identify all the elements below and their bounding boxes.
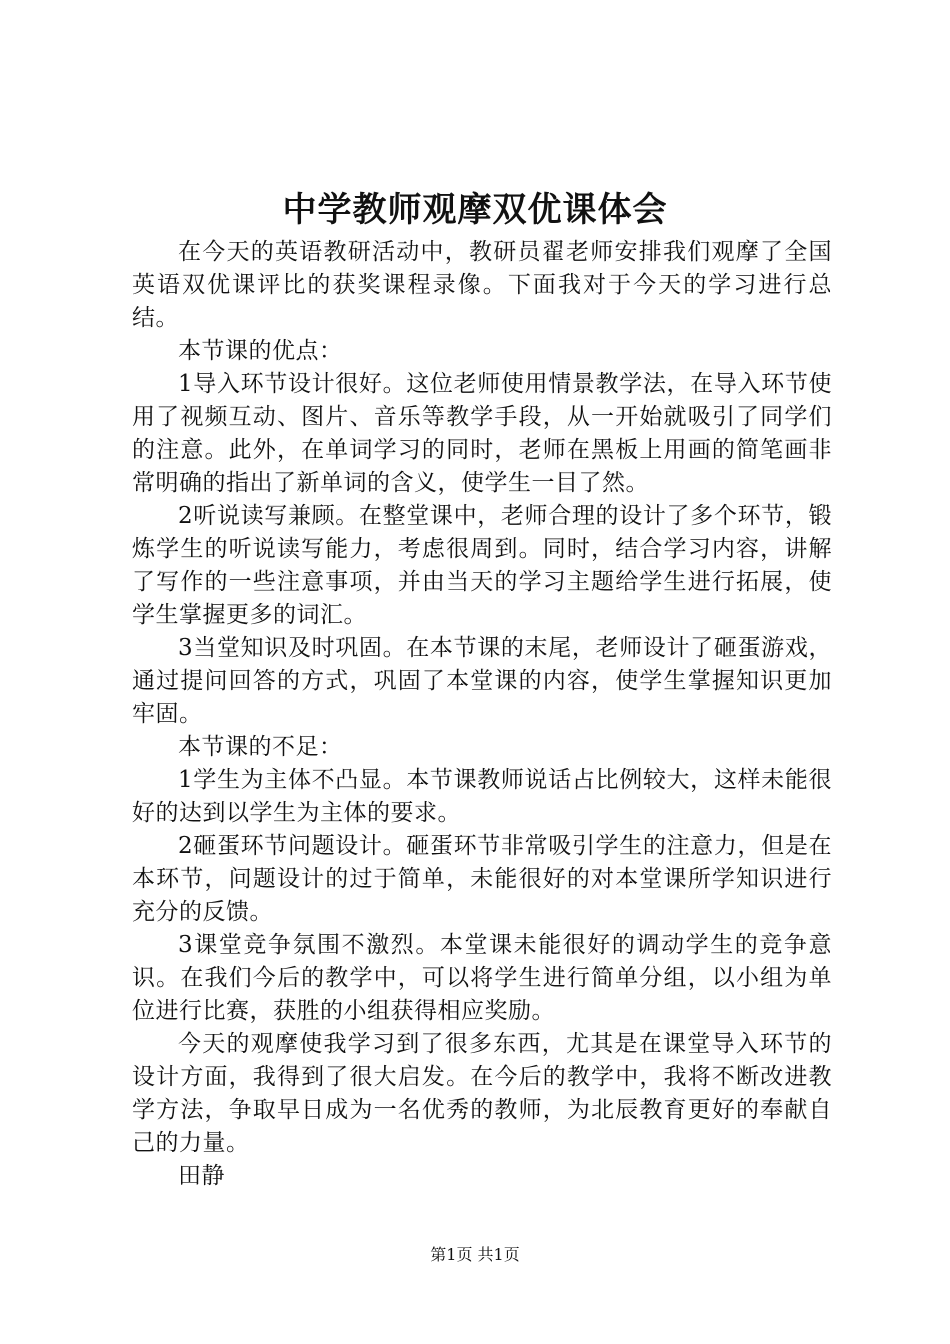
paragraph-weakness-2: 2砸蛋环节问题设计。砸蛋环节非常吸引学生的注意力，但是在本环节，问题设计的过于简单，未能很好的对本堂课所学知识进行充分的反馈。 [132,833,832,925]
author-signature: 田静 [178,1163,225,1189]
paragraph-weakness-3: 3课堂竞争氛围不激烈。本堂课未能很好的调动学生的竞争意识。在我们今后的教学中，可以将学生进行简单分组，以小组为单位进行比赛，获胜的小组获得相应奖励。 [132,932,832,1024]
paragraph-strength-3: 3当堂知识及时巩固。在本节课的末尾，老师设计了砸蛋游戏，通过提问回答的方式，巩固了本堂课的内容，使学生掌握知识更加牢固。 [132,635,832,727]
document-title: 中学教师观摩双优课体会 [282,190,668,230]
paragraph-intro: 在今天的英语教研活动中，教研员翟老师安排我们观摩了全国英语双优课评比的获奖课程录像。下面我对于今天的学习进行总结。 [132,239,832,331]
paragraph-weakness-1: 1学生为主体不凸显。本节课教师说话占比例较大，这样未能很好的达到以学生为主体的要求。 [132,767,832,826]
paragraph-conclusion: 今天的观摩使我学习到了很多东西，尤其是在课堂导入环节的设计方面，我得到了很大启发。在今后的教学中，我将不断改进教学方法，争取早日成为一名优秀的教师，为北辰教育更好的奉献自己的力量。 [132,1031,832,1156]
section-heading-weaknesses: 本节课的不足： [178,734,343,760]
page-footer: 第1页 共1页 [430,1245,520,1264]
section-heading-strengths: 本节课的优点： [178,338,343,364]
paragraph-strength-2: 2听说读写兼顾。在整堂课中，老师合理的设计了多个环节，锻炼学生的听说读写能力，考虑很周到。同时，结合学习内容，讲解了写作的一些注意事项，并由当天的学习主题给学生进行拓展，使学生掌握更多的词汇。 [132,503,832,628]
document-body [132,236,832,1193]
paragraph-strength-1: 1导入环节设计很好。这位老师使用情景教学法，在导入环节使用了视频互动、图片、音乐等教学手段，从一开始就吸引了同学们的注意。此外，在单词学习的同时，老师在黑板上用画的简笔画非常明确的指出了新单词的含义，使学生一目了然。 [132,371,832,496]
